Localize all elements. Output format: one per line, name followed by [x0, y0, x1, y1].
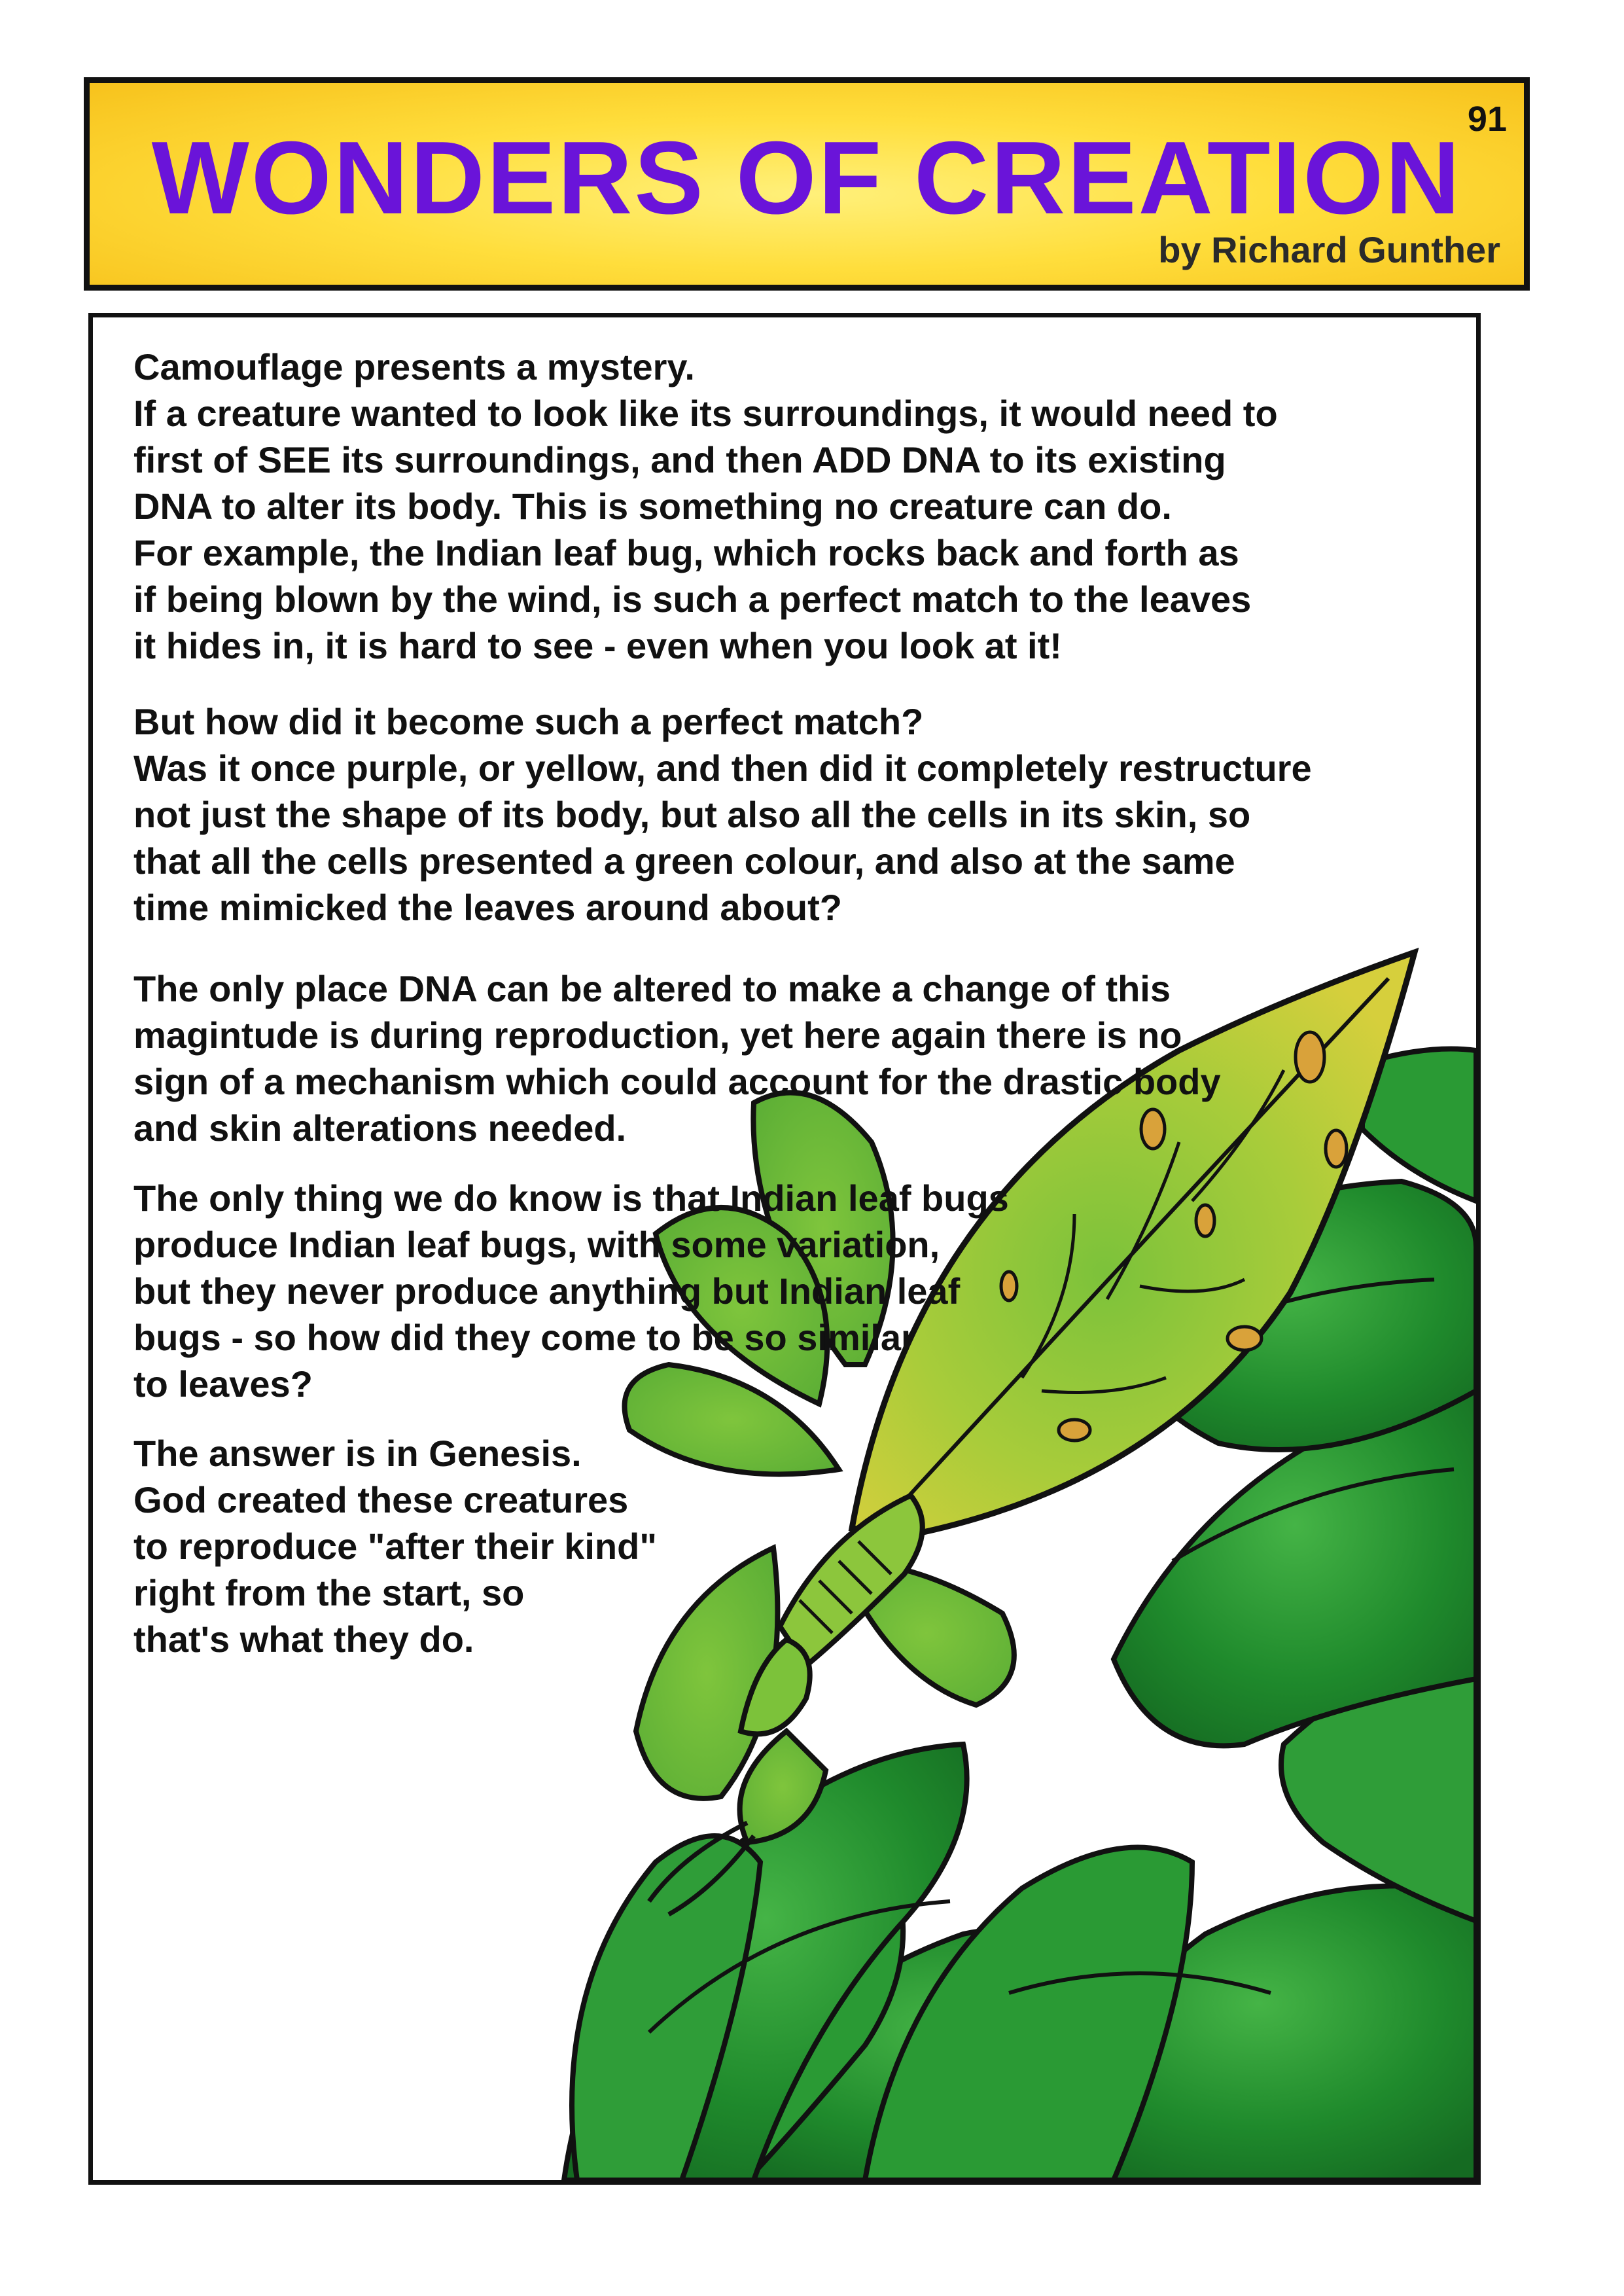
author-byline: by Richard Gunther	[1158, 229, 1500, 270]
paragraph-dna	[133, 965, 1221, 1151]
text-line: but they never produce anything but Indian leaf	[133, 1270, 961, 1312]
text-line: If a creature wanted to look like its surroundings, it would need to	[133, 393, 1278, 434]
text-line: For example, the Indian leaf bug, which rocks back and forth as	[133, 532, 1239, 573]
text-line: it hides in, it is hard to see - even when you look at it!	[133, 625, 1062, 666]
text-line: Was it once purple, or yellow, and then did it completely restructure	[133, 747, 1312, 789]
text-line: The only thing we do know is that Indian leaf bugs	[133, 1177, 1009, 1219]
text-line: But how did it become such a perfect match?	[133, 701, 924, 742]
text-line: that all the cells presented a green colour, and also at the same	[133, 840, 1235, 882]
text-line: sign of a mechanism which could account for the drastic body	[133, 1061, 1221, 1102]
text-line: time mimicked the leaves around about?	[133, 887, 842, 928]
text-line: to reproduce "after their kind"	[133, 1526, 657, 1567]
text-line: if being blown by the wind, is such a perfect match to the leaves	[133, 579, 1252, 620]
text-line: produce Indian leaf bugs, with some variation,	[133, 1224, 940, 1265]
page-title: WONDERS OF CREATION	[151, 120, 1462, 236]
title-banner	[84, 77, 1530, 291]
text-line: that's what they do.	[133, 1619, 474, 1660]
text-line: magintude is during reproduction, yet here again there is no	[133, 1014, 1182, 1056]
paragraph-genesis	[133, 1430, 657, 1662]
paragraph-perfect-match	[133, 698, 1312, 931]
text-line: not just the shape of its body, but also all the cells in its skin, so	[133, 794, 1251, 835]
paragraph-variation	[133, 1175, 1009, 1407]
text-line: Camouflage presents a mystery.	[133, 346, 695, 387]
text-line: DNA to alter its body. This is something no creature can do.	[133, 486, 1172, 527]
article-panel	[88, 313, 1481, 2185]
text-line: right from the start, so	[133, 1572, 525, 1613]
text-line: bugs - so how did they come to be so similar	[133, 1317, 915, 1358]
text-line: The answer is in Genesis.	[133, 1433, 582, 1474]
text-line: first of SEE its surroundings, and then ADD DNA to its existing	[133, 439, 1226, 480]
text-line: and skin alterations needed.	[133, 1107, 627, 1149]
text-line: to leaves?	[133, 1363, 313, 1405]
issue-number: 91	[1467, 99, 1507, 139]
text-line: The only place DNA can be altered to make a change of this	[133, 968, 1171, 1009]
paragraph-intro	[133, 344, 1278, 669]
text-line: God created these creatures	[133, 1479, 629, 1520]
